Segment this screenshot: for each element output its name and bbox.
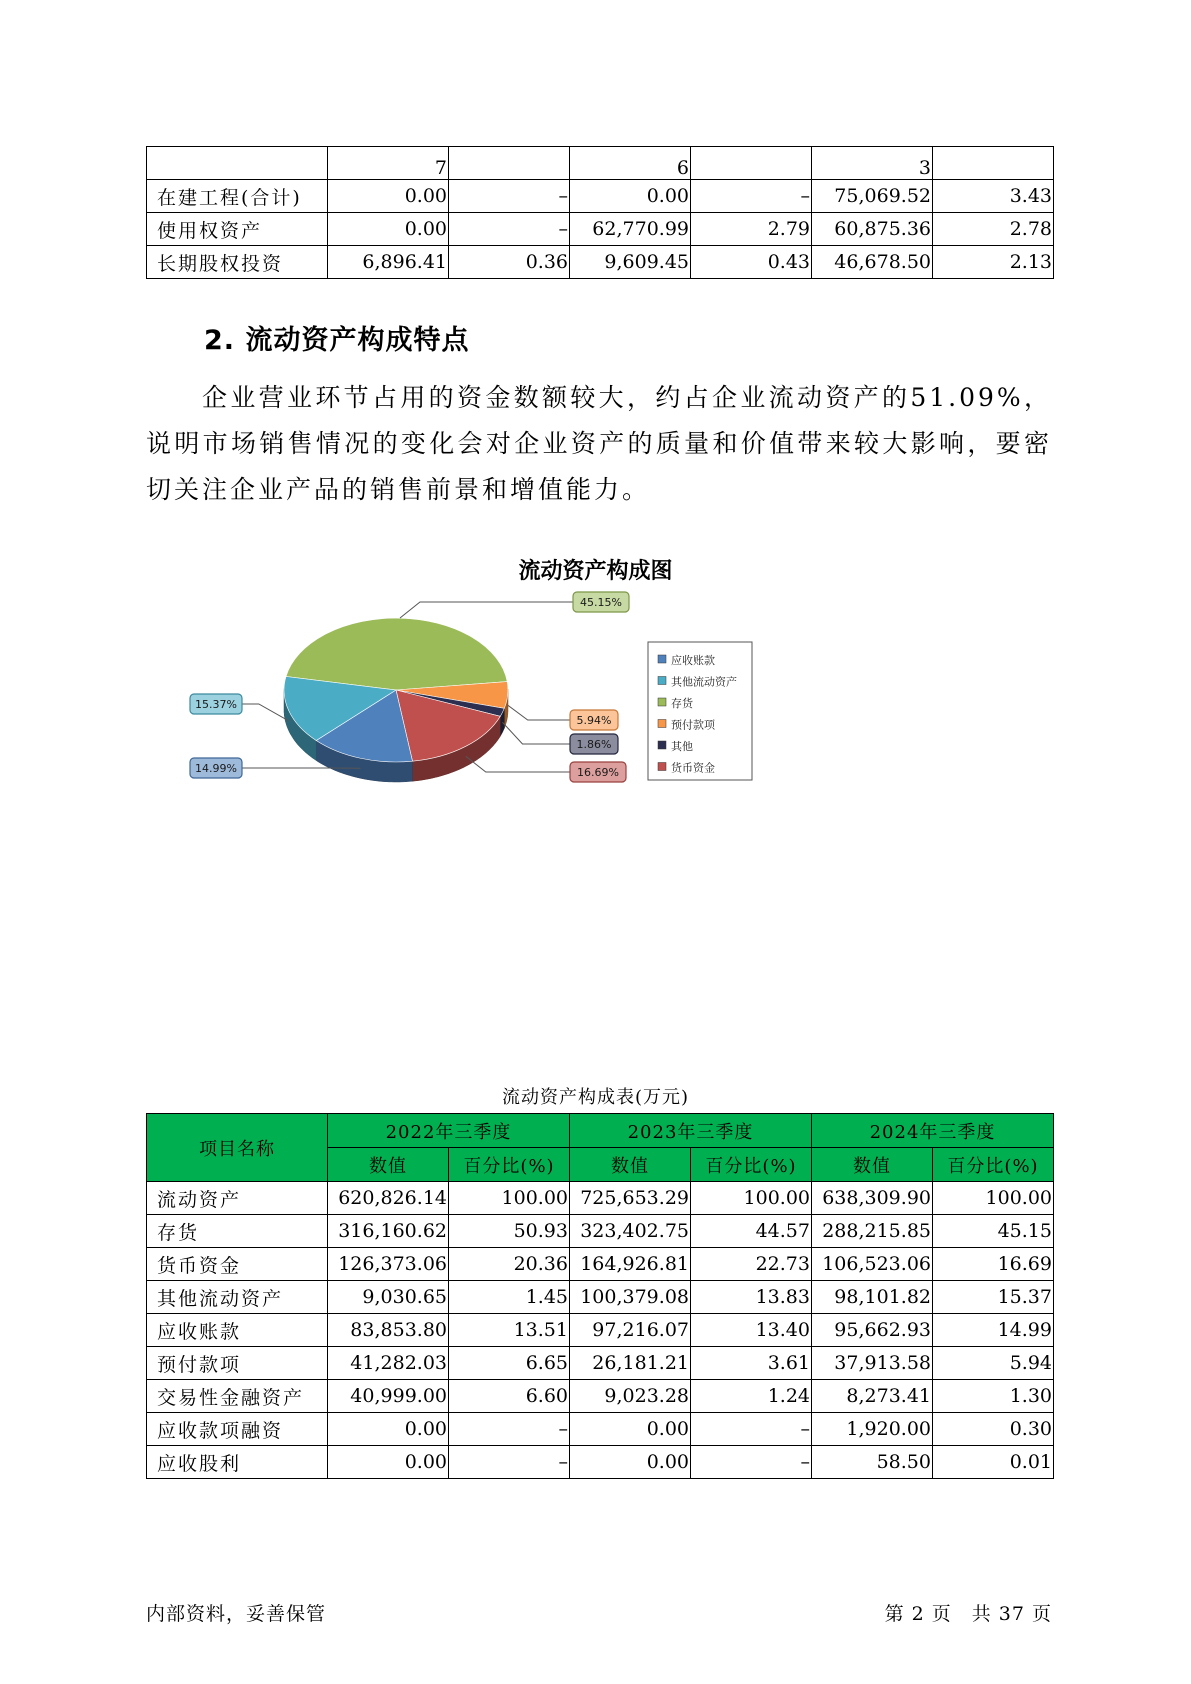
header-value: 数值 [570,1148,691,1182]
table-cell: 2.79 [691,213,812,246]
table-cell: 58.50 [812,1446,933,1479]
section-heading: 2. 流动资产构成特点 [204,325,470,356]
table-cell: 100.00 [449,1182,570,1215]
table-cell: 2.13 [933,246,1054,279]
table-cell: 3.61 [691,1347,812,1380]
table-cell [147,147,328,180]
table-row [147,1347,1054,1380]
table-row [147,1446,1054,1479]
header-item-name: 项目名称 [147,1114,328,1182]
table-cell: 5.94 [933,1347,1054,1380]
data-label: 45.15% [580,596,622,609]
table-cell: 50.93 [449,1215,570,1248]
row-label: 其他流动资产 [147,1281,328,1314]
table-row [147,1413,1054,1446]
table-row [147,1182,1054,1215]
table-cell: 100.00 [933,1182,1054,1215]
row-label: 交易性金融资产 [147,1380,328,1413]
leader-line [242,704,289,721]
table-row [147,180,1054,213]
legend-swatch [658,655,666,663]
table-cell: 97,216.07 [570,1314,691,1347]
header-value: 数值 [328,1148,449,1182]
chart-title: 流动资产构成图 [518,559,673,584]
legend-label: 预付款项 [671,718,715,732]
table-row [147,246,1054,279]
table-cell: – [691,1446,812,1479]
table-cell: 126,373.06 [328,1248,449,1281]
table-cell: 1.30 [933,1380,1054,1413]
table-cell: 6.60 [449,1380,570,1413]
table-cell: 100,379.08 [570,1281,691,1314]
footer-page-number: 第 2 页 共 37 页 [884,1603,1052,1625]
data-label: 14.99% [195,762,237,775]
table-cell: – [691,1413,812,1446]
table-cell: 620,826.14 [328,1182,449,1215]
table-cell: 95,662.93 [812,1314,933,1347]
table-cell: 41,282.03 [328,1347,449,1380]
table-cell: 1.45 [449,1281,570,1314]
leader-line [508,705,570,720]
data-label: 1.86% [576,738,612,751]
legend-swatch [658,763,666,771]
row-label: 使用权资产 [147,213,328,246]
legend-label: 其他流动资产 [671,675,737,689]
header-year-2022: 2022年三季度 [328,1114,570,1148]
legend-label: 应收账款 [671,654,715,667]
header-year-2023: 2023年三季度 [570,1114,812,1148]
row-label: 应收款项融资 [147,1413,328,1446]
table-cell: 45.15 [933,1215,1054,1248]
current-assets-pie-chart [190,596,830,850]
header-percent: 百分比(%) [449,1148,570,1182]
table-cell: 75,069.52 [812,180,933,213]
asset-table-continued [146,146,1054,279]
table-cell: – [449,180,570,213]
table-cell: 323,402.75 [570,1215,691,1248]
table-row [147,213,1054,246]
row-label: 应收账款 [147,1314,328,1347]
header-percent: 百分比(%) [691,1148,812,1182]
table-row [147,1215,1054,1248]
table-cell: 638,309.90 [812,1182,933,1215]
legend-swatch [658,720,666,728]
table-cell: 40,999.00 [328,1380,449,1413]
row-label: 存货 [147,1215,328,1248]
table-cell: 0.00 [570,1413,691,1446]
table-cell: 9,609.45 [570,246,691,279]
table-cell: 3.43 [933,180,1054,213]
legend-swatch [658,698,666,706]
table-cell: 1,920.00 [812,1413,933,1446]
table-cell: 3 [812,147,933,180]
table-cell: 9,030.65 [328,1281,449,1314]
table-cell: 106,523.06 [812,1248,933,1281]
table-cell: 20.36 [449,1248,570,1281]
row-label: 应收股利 [147,1446,328,1479]
analysis-paragraph: 企业营业环节占用的资金数额较大，约占企业流动资产的51.09%，说明市场销售情况的变化会对企业资产的质量和价值带来较大影响，要密切关注企业产品的销售前景和增值能力。 [146,383,1052,504]
table-cell: 0.00 [328,1446,449,1479]
table-cell: 0.30 [933,1413,1054,1446]
row-label: 在建工程(合计) [147,180,328,213]
legend-label: 存货 [671,697,693,710]
pie-slice-存货 [286,618,507,690]
table-cell: 1.24 [691,1380,812,1413]
table-cell: 9,023.28 [570,1380,691,1413]
table-cell: 6,896.41 [328,246,449,279]
legend-label: 其他 [671,740,693,753]
table-cell: 22.73 [691,1248,812,1281]
table-cell: 62,770.99 [570,213,691,246]
current-assets-table [146,1113,1054,1479]
legend-label: 货币资金 [671,761,715,775]
table-row [147,1314,1054,1347]
footer-confidential-note: 内部资料，妥善保管 [146,1603,327,1625]
header-year-2024: 2024年三季度 [812,1114,1054,1148]
table-cell: 0.00 [328,213,449,246]
header-percent: 百分比(%) [933,1148,1054,1182]
table-row [147,1380,1054,1413]
leader-line [400,602,573,618]
row-label: 长期股权投资 [147,246,328,279]
table-cell [691,147,812,180]
table-cell: 98,101.82 [812,1281,933,1314]
table-cell: 13.51 [449,1314,570,1347]
table-cell: 13.40 [691,1314,812,1347]
data-label: 16.69% [577,766,619,779]
table-cell [933,147,1054,180]
table-cell: 26,181.21 [570,1347,691,1380]
table-cell: 14.99 [933,1314,1054,1347]
row-label: 预付款项 [147,1347,328,1380]
table-cell: 0.01 [933,1446,1054,1479]
table-cell: 288,215.85 [812,1215,933,1248]
table-cell: 6 [570,147,691,180]
table-cell: – [449,1413,570,1446]
table-cell: 8,273.41 [812,1380,933,1413]
data-label: 15.37% [195,698,237,711]
legend-swatch [658,677,666,685]
data-label: 5.94% [576,714,612,727]
table-cell: 16.69 [933,1248,1054,1281]
leader-line [466,756,570,772]
table-cell: 44.57 [691,1215,812,1248]
table-cell: 100.00 [691,1182,812,1215]
row-label: 货币资金 [147,1248,328,1281]
table-cell: – [449,1446,570,1479]
table-cell [449,147,570,180]
table-cell: 0.00 [328,1413,449,1446]
header-value: 数值 [812,1148,933,1182]
row-label: 流动资产 [147,1182,328,1215]
table-cell: 0.00 [570,1446,691,1479]
table-cell: 0.00 [328,180,449,213]
table-row [147,1248,1054,1281]
leader-line [503,722,571,744]
table-cell: 6.65 [449,1347,570,1380]
table-row [147,1281,1054,1314]
table-cell: 0.36 [449,246,570,279]
chart-legend [648,642,752,780]
table-cell: 0.00 [570,180,691,213]
table-cell: – [691,180,812,213]
table-cell: 46,678.50 [812,246,933,279]
table-row [147,147,1054,180]
table-cell: – [449,213,570,246]
table-cell: 164,926.81 [570,1248,691,1281]
table-cell: 60,875.36 [812,213,933,246]
legend-swatch [658,741,666,749]
table-cell: 7 [328,147,449,180]
table-cell: 83,853.80 [328,1314,449,1347]
table-cell: 2.78 [933,213,1054,246]
table-cell: 0.43 [691,246,812,279]
table-cell: 37,913.58 [812,1347,933,1380]
table-cell: 15.37 [933,1281,1054,1314]
table-caption: 流动资产构成表(万元) [501,1087,690,1108]
table-cell: 316,160.62 [328,1215,449,1248]
table-cell: 13.83 [691,1281,812,1314]
table-cell: 725,653.29 [570,1182,691,1215]
